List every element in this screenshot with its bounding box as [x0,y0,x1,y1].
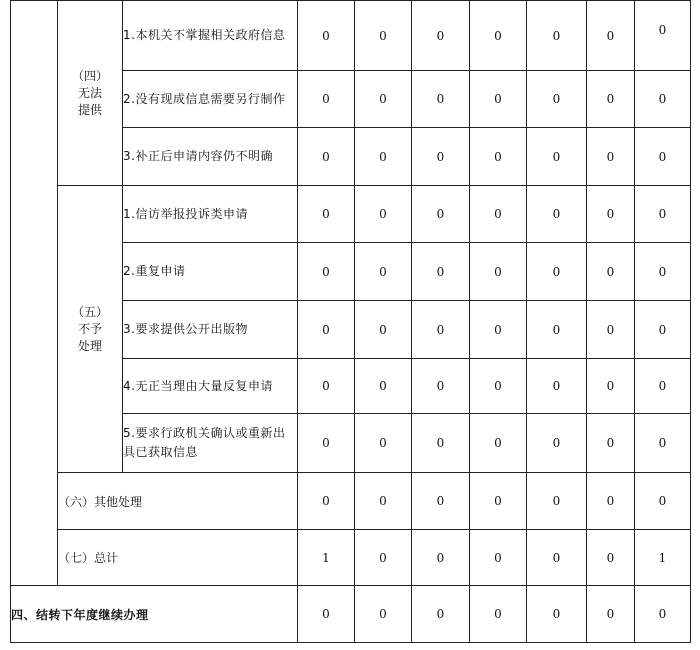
value-cell: 0 [355,530,412,586]
value-cell: 0 [470,301,527,359]
row-item-label: 1.信访举报投诉类申请 [123,186,298,243]
value-cell: 0 [298,359,355,414]
value-cell: 0 [527,1,587,71]
group-label-not-processed [58,186,123,473]
statistics-table [10,0,691,643]
value-cell: 0 [298,243,355,301]
value-cell: 0 [412,243,470,301]
carryover-label: 四、结转下年度继续办理 [11,586,298,643]
value-cell: 0 [527,301,587,359]
value-cell: 0 [635,128,691,186]
group-label-line: 提供 [77,102,102,117]
value-cell: 0 [298,186,355,243]
value-cell: 0 [412,71,470,128]
value-cell: 0 [470,128,527,186]
row-item-label: 5.要求行政机关确认或重新出具已获取信息 [123,414,298,473]
value-cell: 0 [412,128,470,186]
group-label-line: （五） [71,304,108,319]
value-cell: 0 [412,301,470,359]
value-cell: 0 [635,1,691,71]
value-cell: 0 [355,128,412,186]
value-cell: 0 [470,243,527,301]
value-cell: 0 [527,359,587,414]
value-cell: 0 [470,1,527,71]
value-cell: 0 [412,473,470,530]
table-row [11,530,691,586]
value-cell: 0 [527,71,587,128]
table-row [11,586,691,643]
other-processing-label: （六）其他处理 [58,473,298,530]
value-cell: 0 [298,1,355,71]
value-cell: 0 [298,414,355,473]
value-cell: 0 [527,128,587,186]
value-cell: 0 [635,359,691,414]
value-cell: 0 [527,243,587,301]
left-indent-cell [11,1,58,586]
value-cell: 0 [527,186,587,243]
value-cell: 0 [635,186,691,243]
value-cell: 0 [635,414,691,473]
value-cell: 0 [587,71,635,128]
total-label: （七）总计 [58,530,298,586]
group-label-unable-to-provide [58,1,123,186]
row-item-label: 2.重复申请 [123,243,298,301]
value-cell: 0 [298,301,355,359]
row-item-label: 1.本机关不掌握相关政府信息 [123,1,298,71]
value-cell: 0 [587,530,635,586]
value-cell: 0 [355,243,412,301]
value-cell: 0 [635,243,691,301]
value-cell: 0 [355,301,412,359]
value-cell: 0 [527,530,587,586]
row-item-label: 3.补正后申请内容仍不明确 [123,128,298,186]
group-label-line: 无法 [77,85,102,100]
value-cell: 0 [298,71,355,128]
value-cell: 0 [527,414,587,473]
value-cell: 0 [587,586,635,643]
value-cell: 0 [470,530,527,586]
value-cell: 0 [635,586,691,643]
value-cell: 0 [355,71,412,128]
value-cell: 0 [412,1,470,71]
value-cell: 0 [587,1,635,71]
value-cell: 0 [412,586,470,643]
value-cell: 0 [527,473,587,530]
value-cell: 0 [587,359,635,414]
table-row [11,473,691,530]
value-cell: 0 [355,414,412,473]
group-label-line: 处理 [77,338,102,353]
value-cell: 0 [470,414,527,473]
value-cell: 1 [298,530,355,586]
value-cell: 0 [470,186,527,243]
value-cell: 0 [635,71,691,128]
value-cell: 0 [527,586,587,643]
value-cell: 0 [298,473,355,530]
value-cell: 0 [355,359,412,414]
value-cell: 0 [470,473,527,530]
row-item-label: 4.无正当理由大量反复申请 [123,359,298,414]
value-cell: 0 [587,128,635,186]
value-cell: 0 [635,473,691,530]
group-label-line: （四） [71,68,108,83]
value-cell: 0 [355,186,412,243]
value-cell: 0 [470,586,527,643]
value-cell: 0 [355,473,412,530]
value-cell: 0 [355,586,412,643]
value-cell: 0 [298,586,355,643]
row-item-label: 2.没有现成信息需要另行制作 [123,71,298,128]
value-cell: 0 [635,301,691,359]
value-cell: 0 [587,301,635,359]
value-cell: 0 [587,186,635,243]
table-row [11,1,691,71]
value-cell: 1 [635,530,691,586]
value-cell: 0 [587,473,635,530]
group-label-line: 不予 [77,321,102,336]
row-item-label: 3.要求提供公开出版物 [123,301,298,359]
value-cell: 0 [412,186,470,243]
value-cell: 0 [470,71,527,128]
value-cell: 0 [587,243,635,301]
value-cell: 0 [587,414,635,473]
value-cell: 0 [412,414,470,473]
value-cell: 0 [355,1,412,71]
value-cell: 0 [412,359,470,414]
value-cell: 0 [298,128,355,186]
table-row [11,186,691,243]
value-cell: 0 [412,530,470,586]
value-cell: 0 [470,359,527,414]
